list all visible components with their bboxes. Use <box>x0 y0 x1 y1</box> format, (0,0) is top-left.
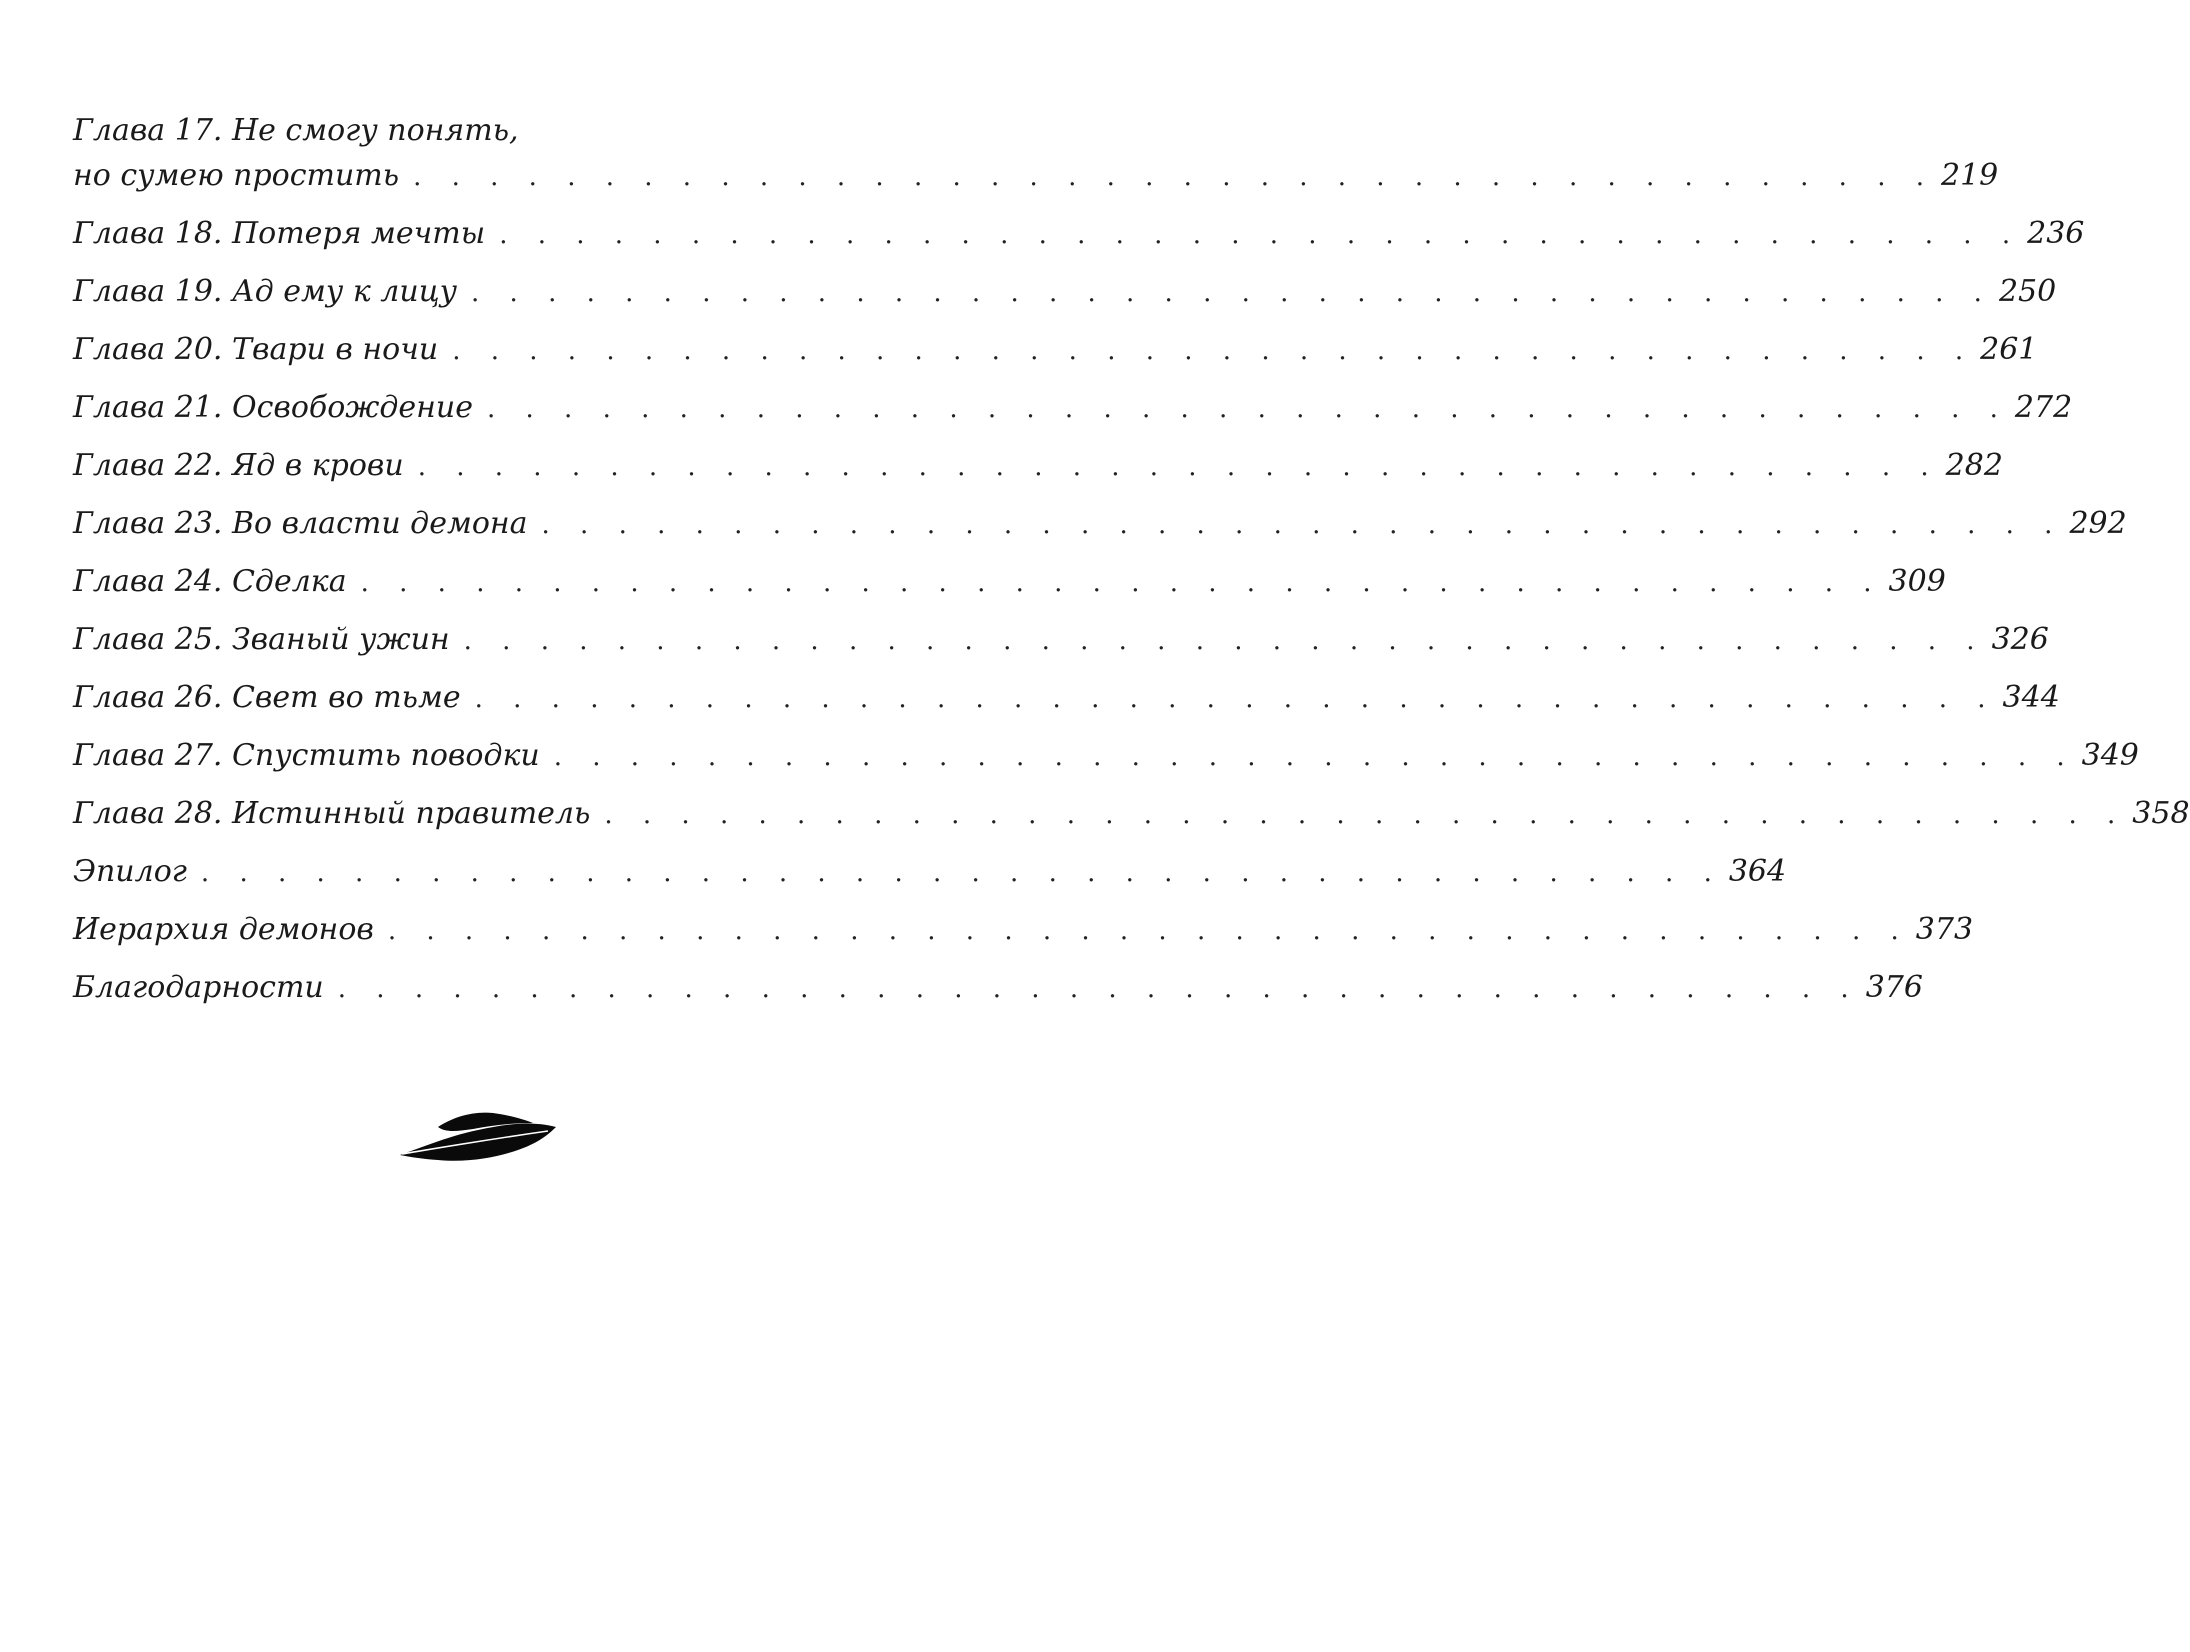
toc-page-number: 376 <box>1865 970 1923 1005</box>
toc-entry-row <box>73 849 1787 896</box>
toc-entry <box>73 559 1946 606</box>
toc-entry-title: Глава 19. Ад ему к лицу <box>73 274 458 309</box>
feather-icon <box>398 1105 558 1165</box>
toc-entry-row <box>73 269 2057 316</box>
toc-leader-dots: . . . . . . . . . . . . . . . . . . . . . . . . . . . . . . . . . . . . . . . . <box>360 568 1883 598</box>
toc-entry <box>73 327 2038 374</box>
toc-page-number: 373 <box>1915 912 1974 947</box>
toc-leader-dots: . . . . . . . . . . . . . . . . . . . . . . . . . . . . . . . . . . . . . . . . <box>413 162 1935 192</box>
toc-entry <box>73 108 1999 200</box>
toc-page-number: 236 <box>2027 216 2085 251</box>
toc-entry-row <box>73 791 2190 838</box>
toc-entry-row <box>73 211 2085 258</box>
toc-entry-title: Благодарности <box>73 970 324 1005</box>
toc-entry-title: Глава 24. Сделка <box>73 564 347 599</box>
toc-entry <box>73 791 2190 838</box>
toc-entry-title: Глава 25. Званый ужин <box>73 622 450 657</box>
toc-page-number: 309 <box>1888 564 1946 599</box>
toc-entry-title-line1: Глава 17. Не смогу понять, <box>73 113 519 148</box>
toc-entry-row <box>73 327 2038 374</box>
toc-entry-row <box>73 153 1999 200</box>
toc-entry-row <box>73 559 1946 606</box>
toc-page-number: 364 <box>1728 854 1787 889</box>
toc-leader-dots: . . . . . . . . . . . . . . . . . . . . . . . . . . . . . . . . . . . . . . . . <box>486 394 2009 424</box>
toc-page-number: 292 <box>2069 506 2127 541</box>
toc-entry <box>73 675 2060 722</box>
toc-entry <box>73 443 2003 490</box>
toc-entry-row <box>73 443 2003 490</box>
toc-entry-title: Глава 21. Освобождение <box>73 390 473 425</box>
toc-page-number: 219 <box>1941 158 1999 193</box>
toc-entry-title: Глава 26. Свет во тьме <box>73 680 461 715</box>
toc-leader-dots: . . . . . . . . . . . . . . . . . . . . . . . . . . . . . . . . . . . . . . . . <box>553 742 2076 772</box>
toc-page-number: 261 <box>1980 332 2038 367</box>
toc-entry <box>73 269 2057 316</box>
toc-leader-dots: . . . . . . . . . . . . . . . . . . . . . . . . . . . . . . . . . . . . . . . . <box>541 510 2064 540</box>
toc-entry <box>73 907 1974 954</box>
toc-entry-title: Иерархия демонов <box>73 912 374 947</box>
toc-entry <box>73 617 2049 664</box>
toc-leader-dots: . . . . . . . . . . . . . . . . . . . . . . . . . . . . . . . . . . . . . . . . <box>417 452 1940 482</box>
toc-entry <box>73 965 1923 1012</box>
toc-entry-row <box>73 385 2073 432</box>
toc-page-number: 282 <box>1945 448 2003 483</box>
toc-entry-title: Глава 28. Истинный правитель <box>73 796 591 831</box>
toc-entry <box>73 501 2127 548</box>
toc-page-number: 344 <box>2002 680 2060 715</box>
toc-leader-dots: . . . . . . . . . . . . . . . . . . . . . . . . . . . . . . . . . . . . . . . . <box>463 626 1986 656</box>
toc-leader-dots: . . . . . . . . . . . . . . . . . . . . . . . . . . . . . . . . . . . . . . . . <box>387 916 1910 946</box>
toc-entry-row <box>73 675 2060 722</box>
toc-leader-dots: . . . . . . . . . . . . . . . . . . . . . . . . . . . . . . . . . . . . . . . . <box>452 336 1975 366</box>
toc-entry-row <box>73 733 2139 780</box>
toc-entry-title: но сумею простить <box>73 158 400 193</box>
toc-entry-row <box>73 907 1974 954</box>
toc-leader-dots: . . . . . . . . . . . . . . . . . . . . . . . . . . . . . . . . . . . . . . . . <box>337 974 1860 1004</box>
toc-entry-title: Глава 18. Потеря мечты <box>73 216 486 251</box>
toc-leader-dots: . . . . . . . . . . . . . . . . . . . . . . . . . . . . . . . . . . . . . . . . <box>604 800 2127 830</box>
toc-leader-dots: . . . . . . . . . . . . . . . . . . . . . . . . . . . . . . . . . . . . . . . . <box>471 278 1993 308</box>
toc-entry-title: Глава 22. Яд в крови <box>73 448 404 483</box>
toc-page-number: 326 <box>1991 622 2049 657</box>
toc-page-number: 349 <box>2081 738 2139 773</box>
table-of-contents <box>73 108 2190 1023</box>
toc-entry-row <box>73 617 2049 664</box>
toc-page-number: 272 <box>2014 390 2073 425</box>
toc-entry-title: Глава 20. Твари в ночи <box>73 332 439 367</box>
toc-entry-row <box>73 965 1923 1012</box>
toc-entry-title: Глава 27. Спустить поводки <box>73 738 540 773</box>
toc-entry <box>73 385 2073 432</box>
toc-entry-title: Глава 23. Во власти демона <box>73 506 528 541</box>
toc-leader-dots: . . . . . . . . . . . . . . . . . . . . . . . . . . . . . . . . . . . . . . . . <box>499 220 2022 250</box>
toc-leader-dots: . . . . . . . . . . . . . . . . . . . . . . . . . . . . . . . . . . . . . . . . <box>474 684 1997 714</box>
toc-page-number: 358 <box>2132 796 2190 831</box>
toc-entry-title: Эпилог <box>73 854 187 889</box>
toc-entry <box>73 849 1787 896</box>
toc-page-number: 250 <box>1998 274 2057 309</box>
toc-entry <box>73 733 2139 780</box>
toc-entry <box>73 211 2085 258</box>
toc-entry-row <box>73 501 2127 548</box>
toc-leader-dots: . . . . . . . . . . . . . . . . . . . . . . . . . . . . . . . . . . . . . . . . <box>200 858 1723 888</box>
